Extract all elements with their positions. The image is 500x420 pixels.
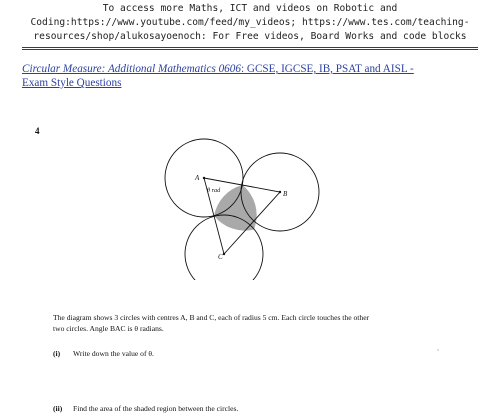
label-theta: θ rad: [207, 187, 221, 194]
centre-c-dot: [223, 253, 225, 255]
centre-a-dot: [203, 177, 205, 179]
banner-line-2: Coding:https://www.youtube.com/feed/my_videos; https://www.tes.com/teaching-: [30, 17, 470, 28]
header-banner: [0, 2, 500, 44]
banner-line-1: To access more Maths, ICT and videos on Robotic and: [102, 3, 398, 14]
title-subtitle: Exam Style Questions: [22, 77, 122, 89]
question-line-2: two circles. Angle BAC is θ radians.: [53, 323, 164, 333]
label-c: C: [218, 253, 223, 261]
part-ii-text: Find the area of the shaded region between the circles.: [73, 404, 239, 413]
page-title[interactable]: [22, 62, 482, 90]
three-circles-diagram: [140, 130, 320, 280]
part-i-text: Write down the value of θ.: [73, 349, 154, 358]
part-i: [53, 349, 154, 358]
question-text: [53, 313, 453, 334]
part-ii-number: (ii): [53, 404, 63, 413]
title-topic: Circular Measure: Additional Mathematics 0606: [22, 63, 241, 75]
page-mark: [437, 349, 439, 351]
part-ii: [53, 404, 238, 413]
label-b: B: [283, 190, 288, 198]
question-line-1: The diagram shows 3 circles with centres A, B and C, each of radius 5 cm. Each circle touches the other: [53, 313, 370, 322]
question-number: 4: [35, 126, 40, 136]
part-i-number: (i): [53, 349, 61, 358]
banner-divider: [22, 47, 478, 50]
centre-b-dot: [279, 191, 281, 193]
title-courses: : GCSE, IGCSE, IB, PSAT and AISL -: [240, 63, 414, 75]
banner-line-3: resources/shop/alukosayoenoch: For Free videos, Board Works and code blocks: [33, 31, 467, 42]
label-a: A: [195, 174, 200, 182]
shaded-region: [214, 185, 257, 231]
